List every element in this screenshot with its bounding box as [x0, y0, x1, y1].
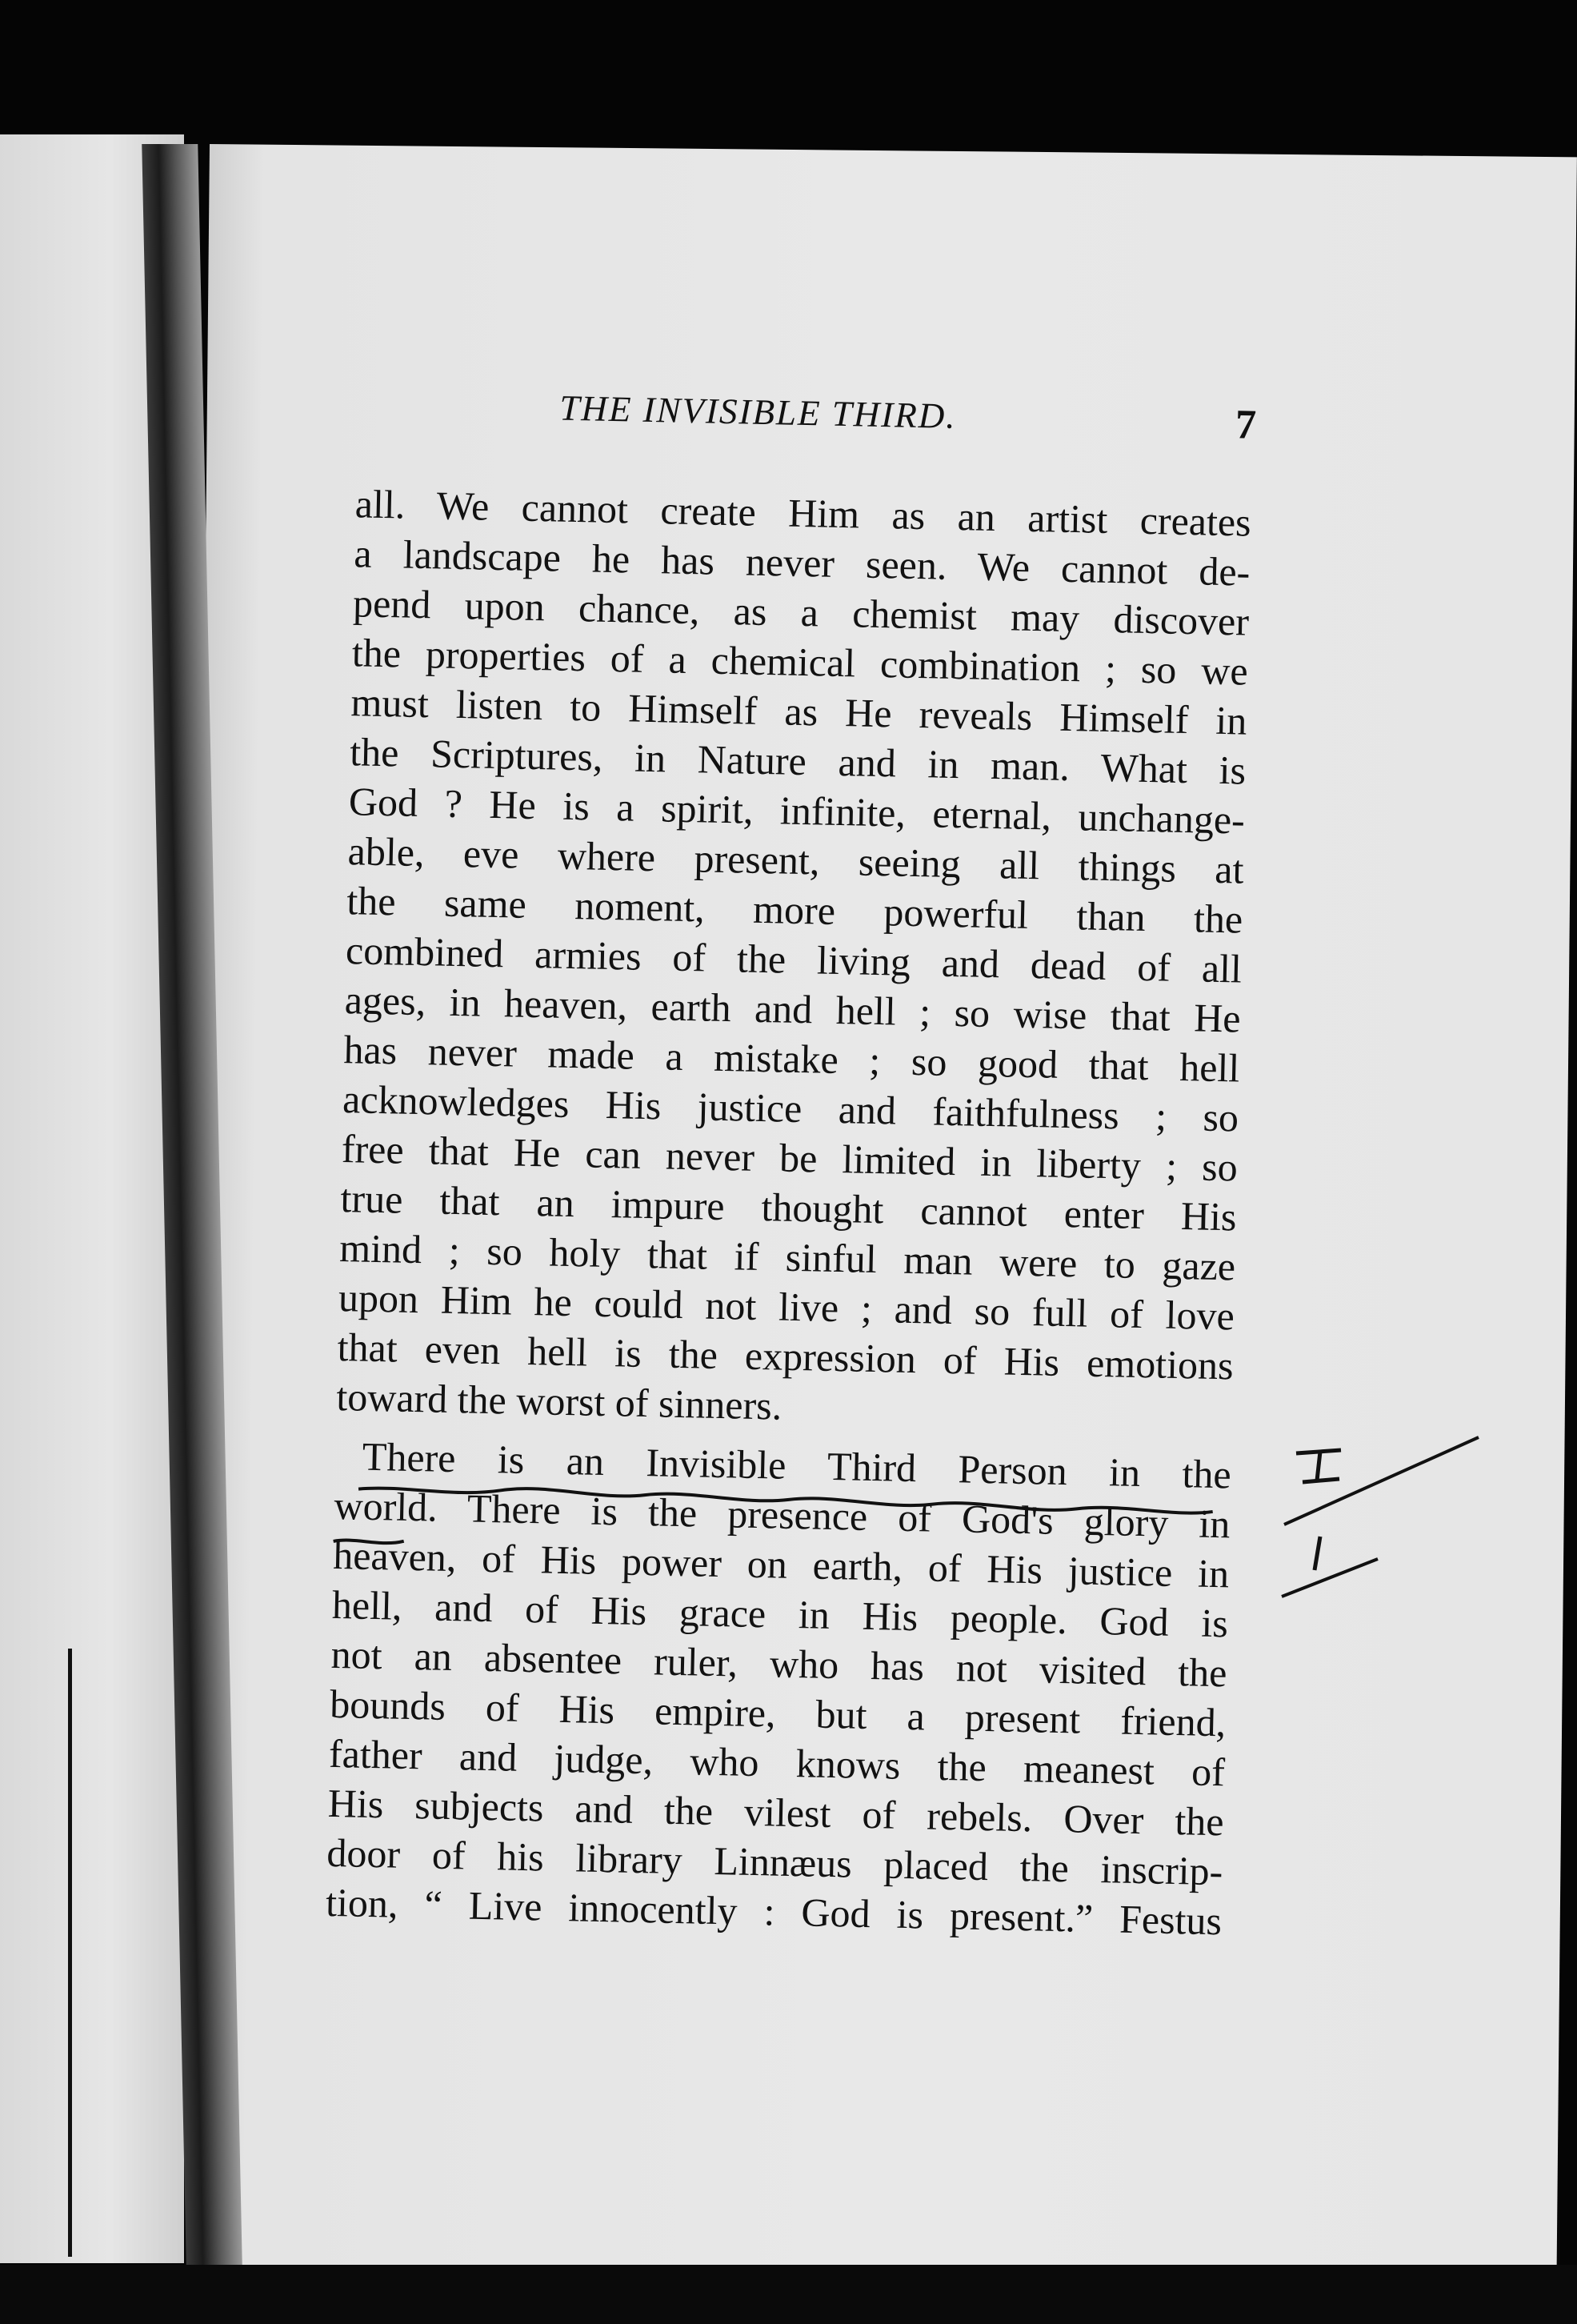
text-line: the Scriptures, in Nature and in man. What is [349, 729, 1247, 793]
text-line: acknowledges His justice and faithfulness ; so [342, 1076, 1239, 1140]
text-line: pend upon chance, as a chemist may discover [352, 580, 1250, 644]
text-line: upon Him he could not live ; and so full of love [338, 1275, 1235, 1339]
text-line: the same noment, more powerful than the [346, 878, 1243, 942]
text-line-underlined: There is an Invisible Third Person in the [362, 1433, 1232, 1497]
text-line: not an absentee ruler, who has not visited the [330, 1631, 1228, 1696]
text-line: all. We cannot create Him as an artist creates [354, 481, 1252, 545]
text-line: bounds of His empire, but a present friend, [329, 1681, 1227, 1745]
text-line: toward the worst of sinners. [335, 1373, 782, 1428]
text-line: world. There is the presence of God's glory in [334, 1482, 1231, 1547]
text-line: hell, and of His grace in His people. God is [331, 1581, 1229, 1646]
text-line: that even hell is the expression of His emotions [337, 1324, 1235, 1388]
text-line: a landscape he has never seen. We cannot de- [353, 531, 1251, 595]
text-line: the properties of a chemical combination ; so we [351, 630, 1249, 694]
text-line: true that an impure thought cannot enter His [340, 1176, 1237, 1240]
running-head: THE INVISIBLE THIRD. [558, 387, 958, 436]
page-number: 7 [1235, 402, 1257, 448]
text-line: combined armies of the living and dead of all [345, 928, 1243, 992]
text-line: father and judge, who knows the meanest of [328, 1730, 1226, 1795]
text-line: must listen to Himself as He reveals Himself in [350, 679, 1247, 743]
text-line: heaven, of His power on earth, of His justice in [332, 1532, 1230, 1597]
text-line: tion, “ Live innocently : God is present.” Festus [325, 1879, 1223, 1944]
text-line: God ? He is a spirit, infinite, eternal, unchange- [348, 779, 1246, 843]
text-line: mind ; so holy that if sinful man were to gaze [338, 1225, 1236, 1289]
text-line: door of his library Linnæus placed the inscrip- [326, 1829, 1223, 1894]
text-line: ages, in heaven, earth and hell ; so wise that He [344, 977, 1242, 1041]
text-line: has never made a mistake ; so good that hell [342, 1027, 1240, 1091]
text-line: His subjects and the vilest of rebels. Over the [327, 1780, 1225, 1845]
text-line: free that He can never be limited in liberty ; so [341, 1126, 1239, 1190]
text-line: able, eve where present, seeing all things at [347, 828, 1245, 892]
